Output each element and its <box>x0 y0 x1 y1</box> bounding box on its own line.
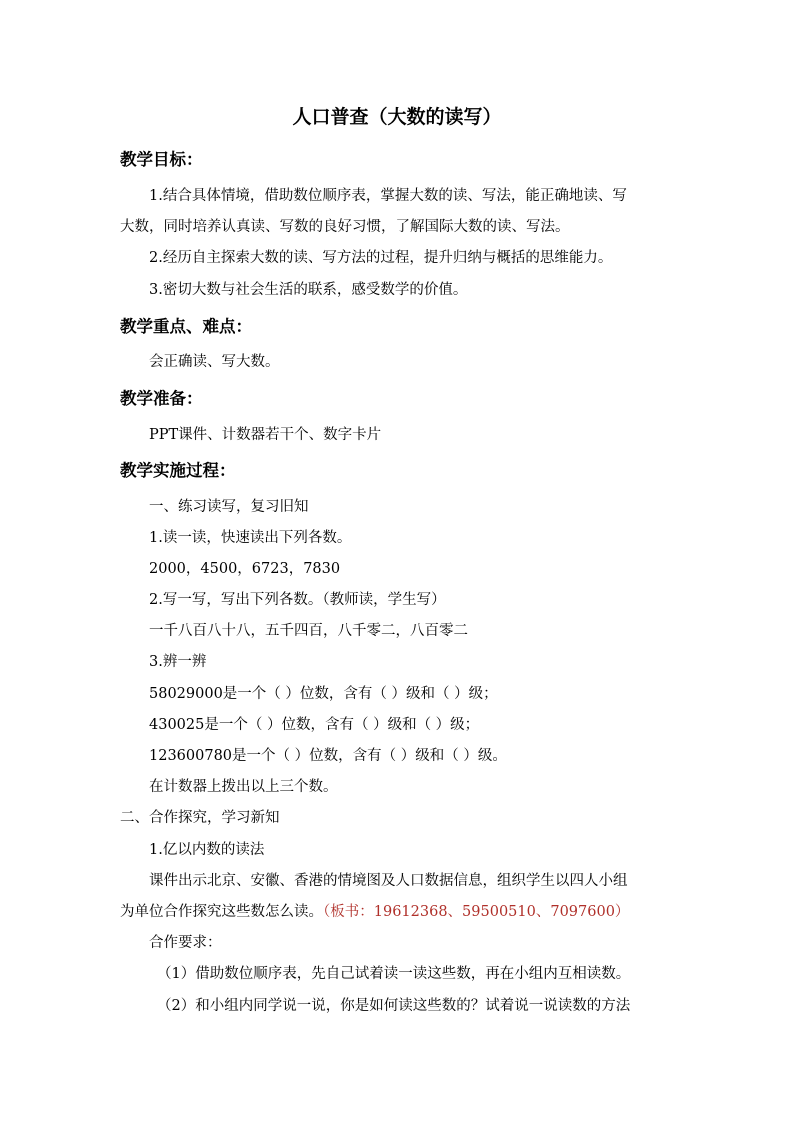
heading-keypoints: 教学重点、难点： <box>120 317 252 336</box>
objective-1-line-1: 1.结合具体情境，借助数位顺序表，掌握大数的读、写法，能正确地读、写 <box>149 188 627 204</box>
courseware-line-2 <box>120 902 629 922</box>
write-numbers: 一千八百八十八，五千四百，八千零二，八百零二 <box>149 623 468 639</box>
objective-3: 3.密切大数与社会生活的联系，感受数学的价值。 <box>149 282 468 298</box>
section-1-heading: 一、练习读写，复习旧知 <box>149 499 309 515</box>
requirement-1: （1）借助数位顺序表，先自己试着读一读这些数，再在小组内互相读数。 <box>157 966 631 982</box>
write-prompt: 2.写一写，写出下列各数。（教师读，学生写） <box>149 592 446 608</box>
read-numbers: 2000，4500，6723，7830 <box>149 561 341 577</box>
identify-item-3: 123600780是一个（ ）位数，含有（ ）级和（ ）级。 <box>149 748 507 764</box>
read-prompt: 1.读一读，快速读出下列各数。 <box>149 530 352 546</box>
heading-process: 教学实施过程： <box>120 461 236 480</box>
preparation-text: PPT课件、计数器若干个、数字卡片 <box>149 427 382 443</box>
identify-prompt: 3.辨一辨 <box>149 654 207 670</box>
cooperation-requirements-label: 合作要求： <box>149 935 222 951</box>
objective-2: 2.经历自主探索大数的读、写方法的过程，提升归纳与概括的思维能力。 <box>149 250 613 266</box>
board-writing-numbers: （板书：19612368、59500510、7097600） <box>323 904 630 920</box>
document-title: 人口普查（大数的读写） <box>292 106 502 128</box>
subsection-1: 1.亿以内数的读法 <box>149 842 265 858</box>
identify-item-1: 58029000是一个（ ）位数，含有（ ）级和（ ）级； <box>149 686 498 702</box>
heading-preparation: 教学准备： <box>120 389 203 408</box>
requirement-2: （2）和小组内同学说一说，你是如何读这些数的？试着说一说读数的方法 <box>157 998 631 1014</box>
counter-note: 在计数器上拨出以上三个数。 <box>149 779 338 795</box>
keypoints-text: 会正确读、写大数。 <box>149 354 280 370</box>
courseware-line-2-text: 为单位合作探究这些数怎么读。 <box>120 904 323 920</box>
objective-1-line-2: 大数，同时培养认真读、写数的良好习惯，了解国际大数的读、写法。 <box>120 219 570 235</box>
identify-item-2: 430025是一个（ ）位数，含有（ ）级和（ ）级； <box>149 717 480 733</box>
heading-objectives: 教学目标： <box>120 150 203 169</box>
section-2-heading: 二、合作探究，学习新知 <box>120 810 280 826</box>
courseware-line-1: 课件出示北京、安徽、香港的情境图及人口数据信息，组织学生以四人小组 <box>149 873 628 889</box>
